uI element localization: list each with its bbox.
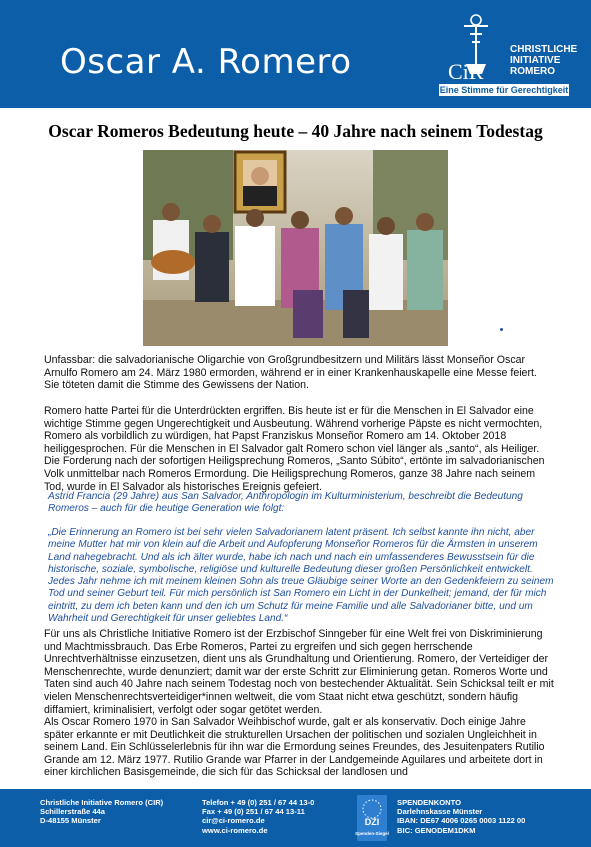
footer-line: Telefon + 49 (0) 251 / 67 44 13-0 [202, 798, 315, 807]
dzi-seal [357, 795, 387, 841]
logo-line: ROMERO [510, 66, 555, 77]
header-banner [0, 0, 591, 108]
page-title: Oscar A. Romero [60, 42, 352, 82]
footer-website[interactable]: www.ci-romero.de [202, 825, 268, 835]
stray-dot [500, 328, 503, 331]
procession-photo [143, 150, 448, 346]
footer-line: IBAN: DE67 4006 0265 0003 1122 00 [397, 816, 526, 826]
logo-line: INITIATIVE [510, 55, 561, 66]
footer-line: Fax + 49 (0) 251 / 67 44 13-11 [202, 807, 305, 817]
paragraph: Als Oscar Romero 1970 in San Salvador Weihbischof wurde, galt er als konservativ. Doch einige Jahre später erkannte er mit Deutlichkeit die strukturellen Ursachen der politischen und sozialen Ungleichheit in seinem Land. Ein Schlüsselerlebnis für ihn war die Ermordung seines Freundes, des Jesuitenpaters Rutilio Grande am 12. März 1977. Rutilio Grande war Pfarrer in der Landgemeinde Aguilares und arbeitete dort in einer kirchlichen Basisgemeinde, die sich für das Schicksal der landlosen und [44, 716, 545, 779]
footer-email[interactable]: cir@ci-romero.de [202, 816, 265, 826]
tagline: Eine Stimme für Gerechtigkeit [439, 85, 569, 95]
article-headline: Oscar Romeros Bedeutung heute – 40 Jahre nach seinem Todestag [48, 121, 543, 141]
logo-abbr: CiR [448, 59, 484, 84]
footer-line: Schillerstraße 44a [40, 807, 106, 817]
footer-address [40, 798, 163, 826]
quote-intro: Astrid Francia (29 Jahre) aus San Salvador, Anthropologin im Kulturministerium, beschreibt die Bedeutung Romeros – auch für die heutige Generation wie folgt: [48, 491, 523, 515]
dzi-sub: Spenden-Siegel [355, 831, 389, 836]
logo-line: CHRISTLICHE [510, 44, 578, 55]
footer-bank [397, 798, 525, 835]
paragraph: Für uns als Christliche Initiative Romero ist der Erzbischof Sinngeber für eine Welt frei von Diskriminierung und Machtmissbrauch. Das Erbe Romeros, Partei zu ergreifen und sich gegen herrschende Unrechtverhältnisse einzusetzen, dient uns als Grundhaltung und Orientierung. Romero, der Verteidiger der Menschenrechte, wurde denunziert; damit war der erste Schritt zur Eliminierung getan. Romeros Worte und Taten sind auch 40 Jahre nach seinem Todestag noch von bestechender Aktualität. Sein Schicksal teilt er mit vielen Menschenrechtsverteidiger*innen weltweit, die vom Staat nicht etwa geschützt, sondern häufig diffamiert, kriminalisiert, verfolgt oder sogar getötet werden. [44, 628, 554, 716]
footer-line: BIC: GENODEM1DKM [397, 825, 476, 835]
quote-text: „Die Erinnerung an Romero ist bei sehr vielen Salvadorianern latent präsent. Ich selbst kannte ihn nicht, aber meine Mutter hat mir von klein auf die Arbeit und Aufopferung Monseñor Romeros für die Ärmsten in unserem Land nahegebracht. Und als ich älter wurde, habe ich nach und nach ein umfassenderes Bewusstsein für die historische, soziale, symbolische, religiöse und kulturelle Bedeutung dieser großen Persönlichkeit entwickelt. Jedes Jahr nehme ich mit meinem kleinen Sohn als treue Gläubige seiner Worte an den Gedenkfeiern zu seinem Tod und seiner Geburt teil. Für mich persönlich ist San Romero ein Licht in der Dunkelheit; jemand, der für mich eintritt, zu dem ich beten kann und den ich um Schutz für meine Familie und alle Salvadorianer bitte, und um Wahrheit und Gerechtigkeit für unser geliebtes Land.“ [48, 527, 554, 625]
paragraph: Romero hatte Partei für die Unterdrückten ergriffen. Bis heute ist er für die Menschen in El Salvador eine wichtige Stimme gegen Ungerechtigkeit und Ausbeutung. Während vorherige Päpste es nicht vermochten, Romero als vorbildlich zu würdigen, hat Papst Franziskus Monseñor Romero am 14. Oktober 2018 heiliggesprochen. Für die Menschen in El Salvador galt Romero schon viel länger als „santo“, als Heiliger. Die Forderung nach der sofortigen Heiligsprechung Romeros, „Santo Súbito“, ertönte im salvadorianischen Volk unmittelbar nach Romeros Ermordung. Die Heiligsprechung Romeros, ganze 38 Jahre nach seinem Tod, wurde in El Salvador als historisches Ereignis gefeiert. [44, 405, 545, 493]
footer [0, 789, 591, 847]
footer-contact [202, 798, 314, 835]
footer-line: D-48155 Münster [40, 816, 101, 826]
dzi-label: DZI [364, 817, 380, 827]
dzi-seal-icon [357, 795, 387, 841]
footer-line: Christliche Initiative Romero (CIR) [40, 798, 164, 807]
footer-line: Darlehnskasse Münster [397, 807, 483, 817]
paragraph: Unfassbar: die salvadorianische Oligarchie von Großgrundbesitzern und Militärs lässt Monseñor Oscar Arnulfo Romero am 24. März 1980 ermorden, während er in einer Krankenhauskapelle eine Messe feiert. Sie töteten damit die Stimme des Gewissens der Nation. [44, 354, 537, 392]
footer-line: SPENDENKONTO [397, 798, 461, 807]
romero-figure-icon [442, 12, 502, 82]
